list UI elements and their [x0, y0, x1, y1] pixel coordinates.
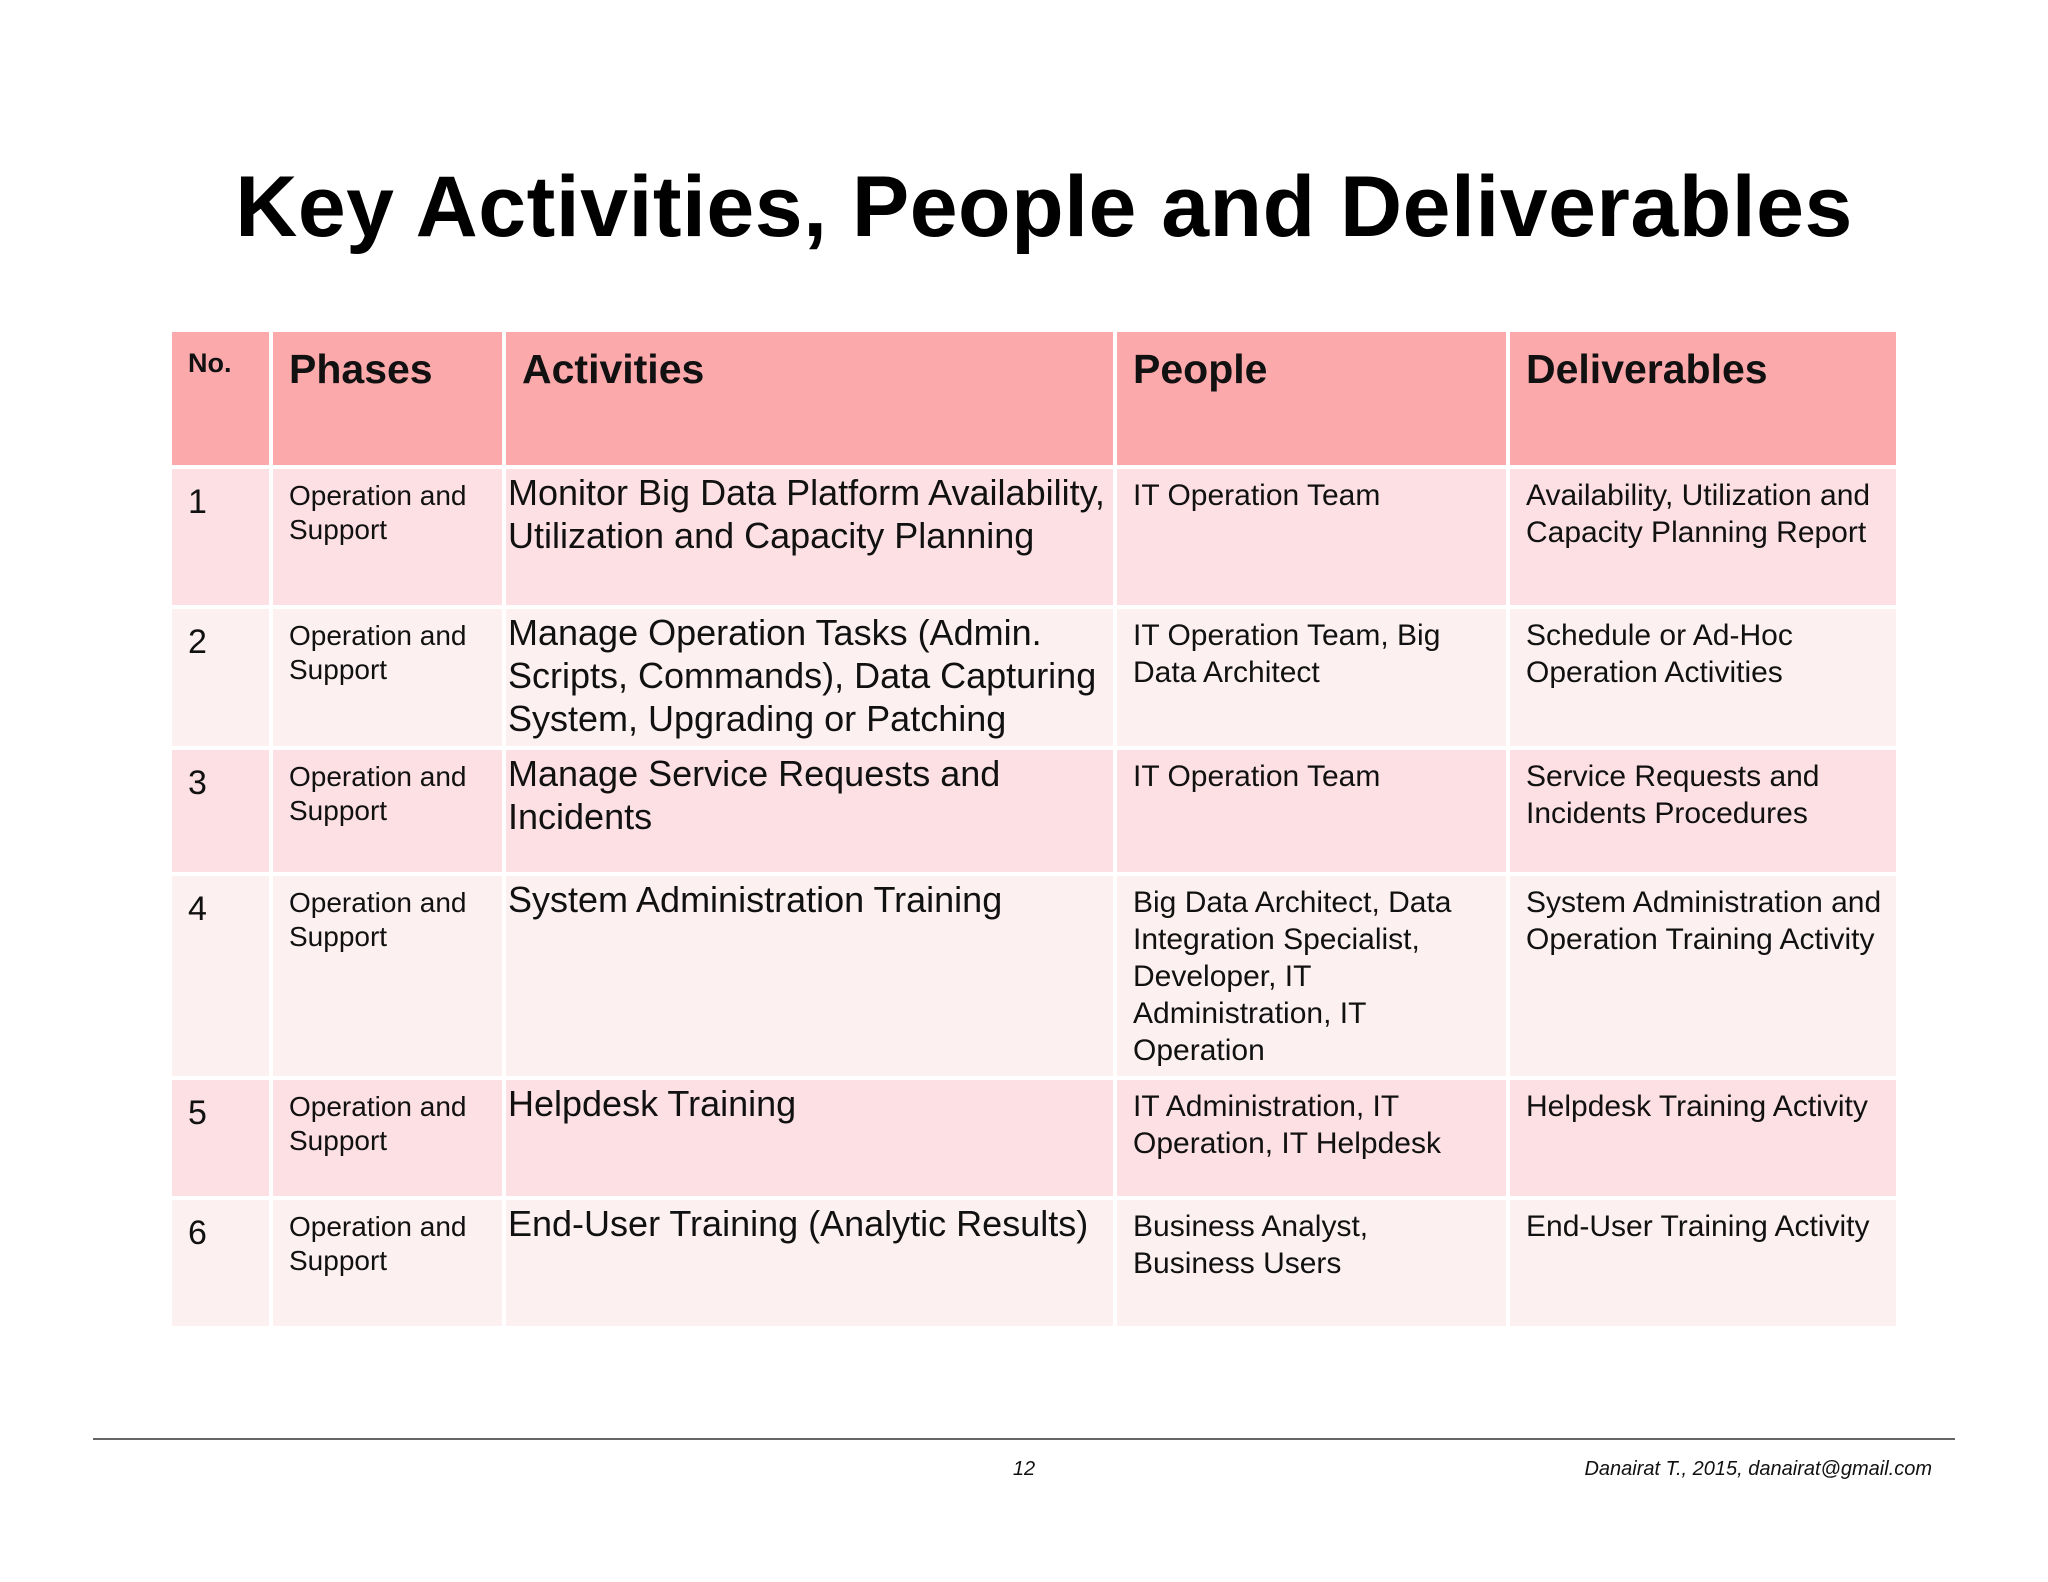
cell-activity: Manage Operation Tasks (Admin. Scripts, Commands), Data Capturing System, Upgrading or Patching: [504, 607, 1115, 748]
cell-activity: Manage Service Requests and Incidents: [504, 748, 1115, 874]
cell-phase: Operation and Support: [271, 607, 504, 748]
footer-credit: Danairat T., 2015, danairat@gmail.com: [1584, 1458, 1932, 1480]
cell-no: 1: [170, 467, 271, 607]
cell-phase: Operation and Support: [271, 1078, 504, 1198]
table-header-row: [170, 330, 1898, 467]
cell-phase: Operation and Support: [271, 748, 504, 874]
header-no: No.: [170, 330, 271, 467]
cell-phase: Operation and Support: [271, 467, 504, 607]
slide-title: Key Activities, People and Deliverables: [235, 159, 1853, 255]
header-phases: Phases: [271, 330, 504, 467]
cell-people: IT Operation Team: [1115, 748, 1508, 874]
cell-deliverable: Service Requests and Incidents Procedures: [1508, 748, 1898, 874]
cell-people: IT Operation Team: [1115, 467, 1508, 607]
cell-people: Business Analyst, Business Users: [1115, 1198, 1508, 1328]
cell-people: IT Administration, IT Operation, IT Helpdesk: [1115, 1078, 1508, 1198]
cell-deliverable: Availability, Utilization and Capacity Planning Report: [1508, 467, 1898, 607]
cell-deliverable: System Administration and Operation Training Activity: [1508, 874, 1898, 1078]
cell-no: 6: [170, 1198, 271, 1328]
cell-no: 5: [170, 1078, 271, 1198]
cell-activity: End-User Training (Analytic Results): [504, 1198, 1115, 1328]
header-people: People: [1115, 330, 1508, 467]
cell-deliverable: End-User Training Activity: [1508, 1198, 1898, 1328]
cell-activity: System Administration Training: [504, 874, 1115, 1078]
table-row: [170, 467, 1898, 607]
activities-table: [168, 328, 1900, 1330]
cell-phase: Operation and Support: [271, 874, 504, 1078]
cell-phase: Operation and Support: [271, 1198, 504, 1328]
table-row: [170, 748, 1898, 874]
cell-no: 2: [170, 607, 271, 748]
cell-activity: Monitor Big Data Platform Availability, Utilization and Capacity Planning: [504, 467, 1115, 607]
cell-people: Big Data Architect, Data Integration Specialist, Developer, IT Administration, IT Operation: [1115, 874, 1508, 1078]
table-row: [170, 1198, 1898, 1328]
cell-activity: Helpdesk Training: [504, 1078, 1115, 1198]
table-row: [170, 874, 1898, 1078]
cell-no: 3: [170, 748, 271, 874]
cell-no: 4: [170, 874, 271, 1078]
cell-deliverable: Schedule or Ad-Hoc Operation Activities: [1508, 607, 1898, 748]
footer-divider: [93, 1438, 1955, 1440]
cell-people: IT Operation Team, Big Data Architect: [1115, 607, 1508, 748]
page-number: 12: [1012, 1458, 1036, 1480]
cell-deliverable: Helpdesk Training Activity: [1508, 1078, 1898, 1198]
header-activities: Activities: [504, 330, 1115, 467]
table-row: [170, 607, 1898, 748]
header-deliverables: Deliverables: [1508, 330, 1898, 467]
table-row: [170, 1078, 1898, 1198]
